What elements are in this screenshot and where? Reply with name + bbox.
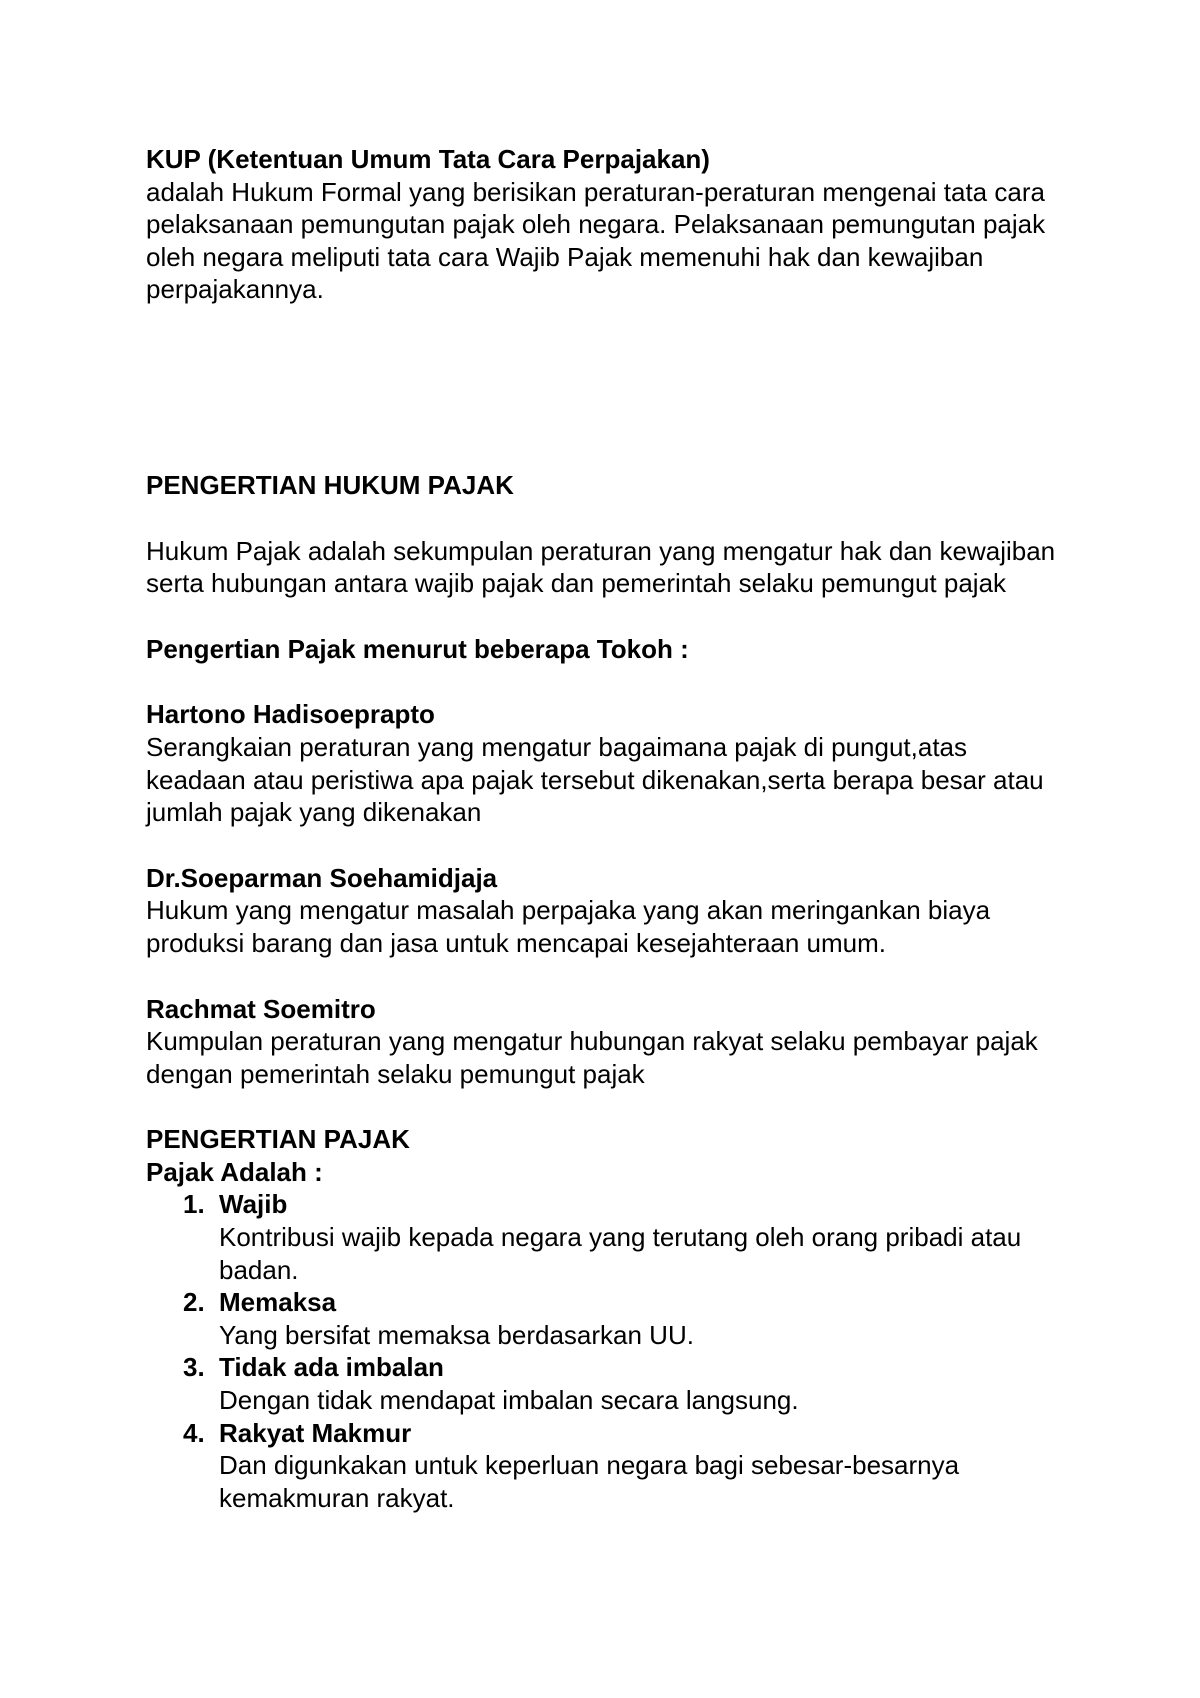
- list-item: [146, 1286, 1066, 1351]
- list-item: [146, 1188, 1066, 1286]
- tokoh-name: Rachmat Soemitro: [146, 993, 376, 1024]
- pajak-list: [146, 1188, 1066, 1514]
- list-description: Kontribusi wajib kepada negara yang terutang oleh orang pribadi atau badan.: [219, 1222, 1022, 1285]
- tokoh-definition: Serangkaian peraturan yang mengatur bagaimana pajak di pungut,atas keadaan atau peristiwa apa pajak tersebut dikenakan,serta berapa besar atau jumlah pajak yang dikenakan: [146, 731, 1044, 828]
- list-term: Rakyat Makmur: [219, 1417, 412, 1448]
- list-number: 2.: [183, 1287, 205, 1318]
- pajak-subtitle: Pajak Adalah :: [146, 1156, 323, 1187]
- list-item: [146, 1417, 1066, 1515]
- kup-title: KUP (Ketentuan Umum Tata Cara Perpajakan): [146, 144, 710, 174]
- kup-body: adalah Hukum Formal yang berisikan peraturan-peraturan mengenai tata cara pelaksanaan pemungutan pajak oleh negara. Pelaksanaan pemungutan pajak oleh negara meliputi tata cara Wajib Pajak memenuhi hak dan kewajiban perpajakannya.: [146, 176, 1046, 305]
- spacer: [146, 502, 1066, 535]
- hukum-pajak-title: PENGERTIAN HUKUM PAJAK: [146, 469, 514, 500]
- spacer: [146, 665, 1066, 698]
- tokoh-definition: Kumpulan peraturan yang mengatur hubungan rakyat selaku pembayar pajak dengan pemerintah selaku pemungut pajak: [146, 1026, 1038, 1089]
- tokoh-definition: Hukum yang mengatur masalah perpajaka yang akan meringankan biaya produksi barang dan jasa untuk mencapai kesejahteraan umum.: [146, 895, 991, 958]
- list-number: 4.: [183, 1417, 205, 1448]
- spacer: [146, 960, 1066, 993]
- spacer: [146, 306, 1066, 469]
- list-term: Wajib: [219, 1189, 288, 1220]
- list-term: Tidak ada imbalan: [219, 1352, 444, 1383]
- list-term: Memaksa: [219, 1287, 337, 1318]
- list-description: Dengan tidak mendapat imbalan secara langsung.: [219, 1385, 799, 1416]
- list-description: Dan digunkakan untuk keperluan negara bagi sebesar-besarnya kemakmuran rakyat.: [219, 1450, 960, 1513]
- spacer: [146, 600, 1066, 633]
- hukum-pajak-body: Hukum Pajak adalah sekumpulan peraturan yang mengatur hak dan kewajiban serta hubungan antara wajib pajak dan pemerintah selaku pemungut pajak: [146, 535, 1056, 599]
- list-number: 3.: [183, 1352, 205, 1383]
- list-number: 1.: [183, 1189, 205, 1220]
- list-description: Yang bersifat memaksa berdasarkan UU.: [219, 1319, 694, 1350]
- list-item: [146, 1351, 1066, 1416]
- pajak-title: PENGERTIAN PAJAK: [146, 1124, 410, 1155]
- tokoh-name: Hartono Hadisoeprapto: [146, 699, 435, 730]
- spacer: [146, 1090, 1066, 1123]
- document-page: [146, 143, 1066, 1514]
- tokoh-name: Dr.Soeparman Soehamidjaja: [146, 862, 498, 893]
- tokoh-title: Pengertian Pajak menurut beberapa Tokoh :: [146, 633, 689, 664]
- spacer: [146, 829, 1066, 862]
